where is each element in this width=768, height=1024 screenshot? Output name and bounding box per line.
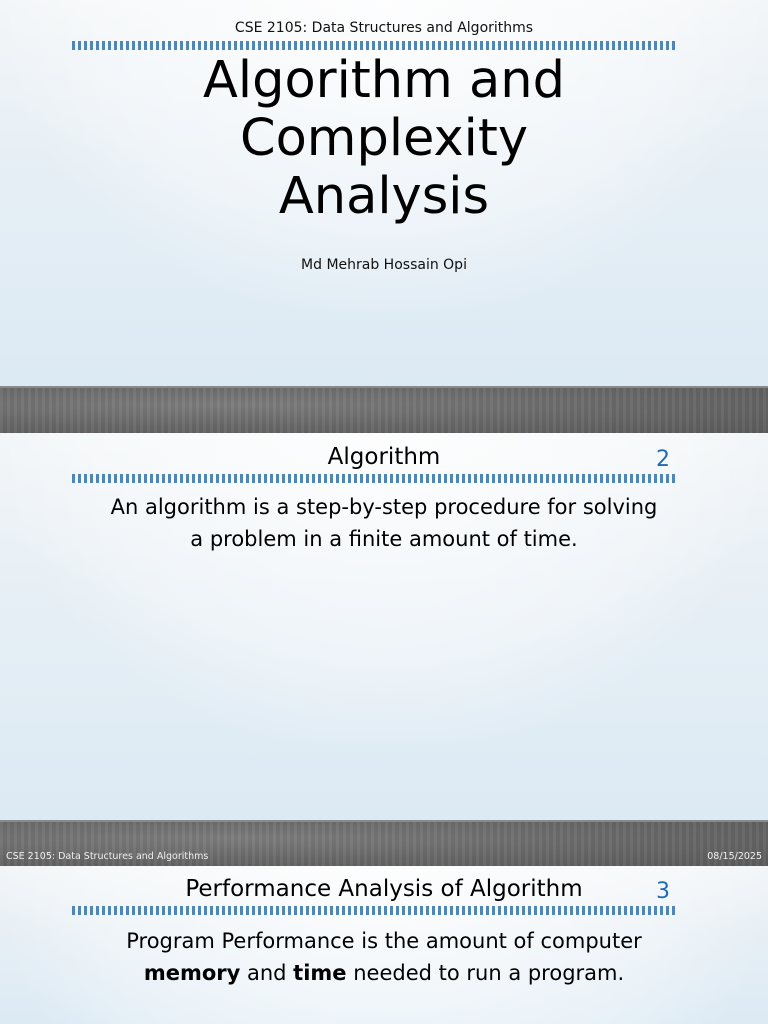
title-divider <box>72 474 676 483</box>
body-text-and: and <box>240 961 294 985</box>
author-name: Md Mehrab Hossain Opi <box>301 257 467 273</box>
title-line-3: Analysis <box>278 167 490 226</box>
body-text-rest: needed to run a program. <box>346 961 625 985</box>
header-divider <box>72 41 676 50</box>
slide-footer-band <box>0 820 768 866</box>
footer-date: 08/15/2025 <box>707 851 762 862</box>
slide-body <box>60 491 708 555</box>
slide-number: 2 <box>656 447 670 472</box>
body-line-2 <box>60 957 708 989</box>
slide-number: 3 <box>656 879 670 904</box>
slide-body <box>60 925 708 989</box>
band-highlight <box>0 820 768 822</box>
body-bold-memory: memory <box>143 961 241 985</box>
footer-course: CSE 2105: Data Structures and Algorithms <box>6 851 209 862</box>
title-line-2: Complexity <box>239 109 529 168</box>
slide-title: Algorithm <box>327 444 441 470</box>
slide-3 <box>0 866 768 1024</box>
body-line-2: a problem in a finite amount of time. <box>190 527 578 551</box>
body-line-1: An algorithm is a step-by-step procedure for solving <box>110 495 658 519</box>
slide-1 <box>0 0 768 386</box>
course-header: CSE 2105: Data Structures and Algorithms <box>234 20 534 36</box>
body-line-1: Program Performance is the amount of computer <box>126 929 642 953</box>
body-bold-time: time <box>293 961 347 985</box>
slide-separator-band <box>0 386 768 433</box>
band-highlight <box>0 386 768 388</box>
slide-title-main <box>0 52 768 226</box>
title-divider <box>72 906 676 915</box>
title-line-1: Algorithm and <box>203 51 565 110</box>
slide-title: Performance Analysis of Algorithm <box>185 876 583 902</box>
slide-2 <box>0 433 768 820</box>
